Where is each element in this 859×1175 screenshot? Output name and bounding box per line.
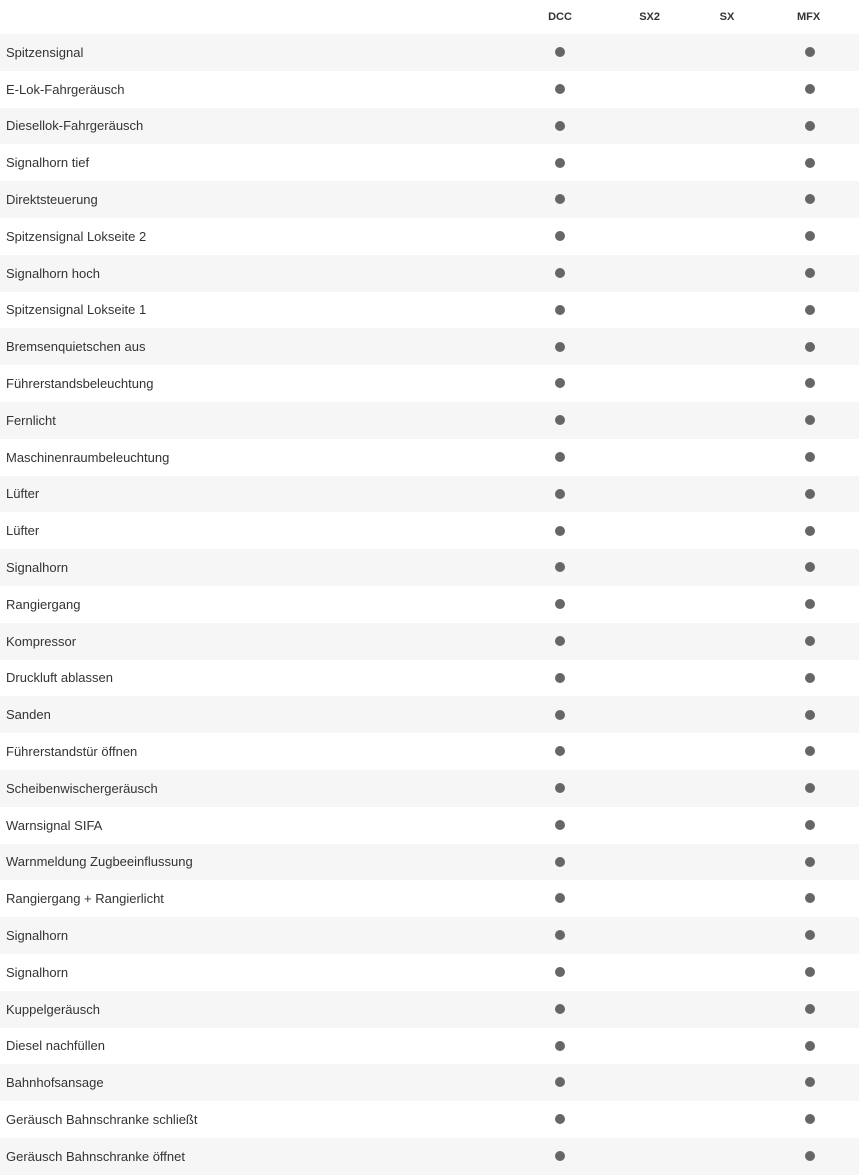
support-cell-mfx [794,586,859,623]
table-row [0,365,859,402]
filled-circle-icon [555,1114,565,1124]
support-cell-sx [660,108,794,145]
support-cell-sx [660,991,794,1028]
support-cell-mfx [794,476,859,513]
function-name: Führerstandsbeleuchtung [0,365,482,402]
support-cell-sx2 [638,660,660,697]
filled-circle-icon [555,1041,565,1051]
support-cell-sx [660,954,794,991]
support-cell-sx [660,144,794,181]
support-cell-sx [660,476,794,513]
support-cell-sx [660,1028,794,1065]
support-cell-dcc [482,144,638,181]
filled-circle-icon [555,268,565,278]
table-row [0,660,859,697]
filled-circle-icon [555,857,565,867]
support-cell-dcc [482,292,638,329]
table-row [0,770,859,807]
support-cell-mfx [794,1028,859,1065]
filled-circle-icon [555,194,565,204]
function-name: Spitzensignal Lokseite 1 [0,292,482,329]
header-dcc: DCC [482,0,638,34]
function-name: Rangiergang + Rangierlicht [0,880,482,917]
support-cell-sx [660,1138,794,1175]
support-cell-sx [660,549,794,586]
filled-circle-icon [555,930,565,940]
filled-circle-icon [805,1077,815,1087]
support-cell-mfx [794,255,859,292]
support-cell-sx [660,34,794,71]
support-cell-sx [660,181,794,218]
support-cell-mfx [794,880,859,917]
table-row [0,71,859,108]
support-cell-sx2 [638,696,660,733]
function-name: Signalhorn [0,549,482,586]
support-cell-sx2 [638,328,660,365]
filled-circle-icon [805,378,815,388]
support-cell-sx [660,807,794,844]
filled-circle-icon [805,820,815,830]
table-row [0,880,859,917]
filled-circle-icon [555,378,565,388]
support-cell-mfx [794,733,859,770]
table-row [0,292,859,329]
support-cell-dcc [482,1101,638,1138]
support-cell-mfx [794,292,859,329]
support-cell-sx2 [638,549,660,586]
support-cell-mfx [794,512,859,549]
function-name: Kuppelgeräusch [0,991,482,1028]
support-cell-dcc [482,328,638,365]
table-row [0,476,859,513]
function-name: Signalhorn [0,917,482,954]
table-row [0,144,859,181]
filled-circle-icon [555,599,565,609]
support-cell-sx [660,512,794,549]
filled-circle-icon [555,1151,565,1161]
filled-circle-icon [555,820,565,830]
table-row [0,402,859,439]
support-cell-sx [660,880,794,917]
support-cell-sx2 [638,292,660,329]
support-cell-dcc [482,512,638,549]
filled-circle-icon [555,783,565,793]
function-name: Signalhorn [0,954,482,991]
filled-circle-icon [805,1041,815,1051]
support-cell-sx [660,328,794,365]
support-cell-dcc [482,954,638,991]
function-name: Maschinenraumbeleuchtung [0,439,482,476]
filled-circle-icon [805,673,815,683]
support-cell-mfx [794,1101,859,1138]
filled-circle-icon [805,526,815,536]
support-cell-dcc [482,181,638,218]
table-row [0,623,859,660]
table-row [0,844,859,881]
function-name: E-Lok-Fahrgeräusch [0,71,482,108]
support-cell-mfx [794,770,859,807]
function-name: Geräusch Bahnschranke schließt [0,1101,482,1138]
table-row [0,549,859,586]
table-row [0,696,859,733]
support-cell-sx2 [638,181,660,218]
support-cell-mfx [794,439,859,476]
support-cell-sx [660,292,794,329]
function-name: Scheibenwischergeräusch [0,770,482,807]
filled-circle-icon [805,452,815,462]
table-row [0,1064,859,1101]
table-row [0,954,859,991]
support-cell-mfx [794,144,859,181]
support-cell-sx [660,844,794,881]
support-cell-mfx [794,328,859,365]
support-cell-mfx [794,402,859,439]
support-cell-dcc [482,991,638,1028]
table-row [0,586,859,623]
header-sx2: SX2 [638,0,660,34]
table-row [0,733,859,770]
filled-circle-icon [555,121,565,131]
support-cell-sx [660,660,794,697]
support-cell-mfx [794,623,859,660]
support-cell-sx2 [638,954,660,991]
filled-circle-icon [805,636,815,646]
filled-circle-icon [555,636,565,646]
support-cell-dcc [482,1028,638,1065]
filled-circle-icon [555,305,565,315]
support-cell-dcc [482,255,638,292]
support-cell-sx2 [638,807,660,844]
table-row [0,807,859,844]
table-row [0,34,859,71]
filled-circle-icon [805,857,815,867]
function-name: Spitzensignal Lokseite 2 [0,218,482,255]
support-cell-mfx [794,991,859,1028]
header-mfx: MFX [794,0,859,34]
support-cell-sx [660,917,794,954]
filled-circle-icon [805,305,815,315]
table-row [0,991,859,1028]
filled-circle-icon [555,562,565,572]
support-cell-mfx [794,108,859,145]
filled-circle-icon [805,415,815,425]
support-cell-sx [660,623,794,660]
filled-circle-icon [805,893,815,903]
filled-circle-icon [805,1004,815,1014]
support-cell-sx2 [638,1064,660,1101]
filled-circle-icon [805,710,815,720]
support-cell-sx2 [638,108,660,145]
support-cell-mfx [794,807,859,844]
filled-circle-icon [805,599,815,609]
filled-circle-icon [555,526,565,536]
support-cell-dcc [482,476,638,513]
table-row [0,1028,859,1065]
filled-circle-icon [555,1004,565,1014]
support-cell-dcc [482,623,638,660]
filled-circle-icon [805,562,815,572]
filled-circle-icon [805,1114,815,1124]
support-cell-mfx [794,1138,859,1175]
support-cell-sx2 [638,844,660,881]
filled-circle-icon [555,342,565,352]
function-name: Druckluft ablassen [0,660,482,697]
table-row [0,1138,859,1175]
table-row [0,218,859,255]
support-cell-mfx [794,1064,859,1101]
support-cell-mfx [794,71,859,108]
filled-circle-icon [555,84,565,94]
function-name: Warnsignal SIFA [0,807,482,844]
table-row [0,108,859,145]
support-cell-dcc [482,770,638,807]
support-cell-sx2 [638,1028,660,1065]
support-cell-dcc [482,696,638,733]
filled-circle-icon [555,893,565,903]
filled-circle-icon [805,84,815,94]
function-name: Spitzensignal [0,34,482,71]
filled-circle-icon [805,489,815,499]
support-cell-sx [660,71,794,108]
support-cell-sx [660,218,794,255]
support-cell-sx2 [638,34,660,71]
support-cell-dcc [482,917,638,954]
support-cell-dcc [482,660,638,697]
function-name: Geräusch Bahnschranke öffnet [0,1138,482,1175]
filled-circle-icon [805,231,815,241]
function-name: Warnmeldung Zugbeeinflussung [0,844,482,881]
support-cell-mfx [794,549,859,586]
function-name: Bremsenquietschen aus [0,328,482,365]
filled-circle-icon [805,268,815,278]
filled-circle-icon [555,47,565,57]
support-cell-mfx [794,34,859,71]
support-cell-sx2 [638,917,660,954]
support-cell-dcc [482,807,638,844]
table-row [0,328,859,365]
support-cell-dcc [482,880,638,917]
filled-circle-icon [555,1077,565,1087]
support-cell-sx2 [638,255,660,292]
function-name: Kompressor [0,623,482,660]
filled-circle-icon [555,452,565,462]
filled-circle-icon [805,1151,815,1161]
filled-circle-icon [805,158,815,168]
filled-circle-icon [555,710,565,720]
support-cell-sx [660,365,794,402]
support-cell-sx2 [638,623,660,660]
support-cell-mfx [794,660,859,697]
support-cell-dcc [482,365,638,402]
support-cell-sx [660,255,794,292]
support-cell-dcc [482,1138,638,1175]
function-name: Lüfter [0,476,482,513]
support-cell-dcc [482,586,638,623]
support-cell-sx2 [638,880,660,917]
support-cell-dcc [482,218,638,255]
header-sx: SX [660,0,794,34]
support-cell-dcc [482,402,638,439]
function-name: Fernlicht [0,402,482,439]
support-cell-mfx [794,218,859,255]
support-cell-dcc [482,844,638,881]
support-cell-sx2 [638,770,660,807]
support-cell-sx2 [638,1138,660,1175]
filled-circle-icon [805,342,815,352]
table-header-row [0,0,859,34]
support-cell-mfx [794,917,859,954]
filled-circle-icon [555,673,565,683]
support-cell-sx2 [638,1101,660,1138]
table-row [0,439,859,476]
filled-circle-icon [555,967,565,977]
support-cell-dcc [482,439,638,476]
filled-circle-icon [555,231,565,241]
support-cell-mfx [794,696,859,733]
support-cell-sx2 [638,365,660,402]
support-cell-sx2 [638,512,660,549]
support-cell-dcc [482,71,638,108]
function-name: Lüfter [0,512,482,549]
support-cell-mfx [794,365,859,402]
support-cell-dcc [482,108,638,145]
support-cell-sx [660,1101,794,1138]
table-row [0,255,859,292]
filled-circle-icon [805,194,815,204]
function-name: Sanden [0,696,482,733]
support-cell-sx [660,696,794,733]
function-name: Führerstandstür öffnen [0,733,482,770]
support-cell-mfx [794,181,859,218]
function-name: Direktsteuerung [0,181,482,218]
support-cell-sx2 [638,439,660,476]
support-cell-sx [660,439,794,476]
support-cell-sx [660,402,794,439]
support-cell-sx [660,1064,794,1101]
support-cell-sx2 [638,991,660,1028]
support-cell-sx [660,733,794,770]
filled-circle-icon [555,489,565,499]
filled-circle-icon [805,783,815,793]
filled-circle-icon [555,158,565,168]
table-row [0,917,859,954]
function-name: Bahnhofsansage [0,1064,482,1101]
function-name: Diesellok-Fahrgeräusch [0,108,482,145]
support-cell-sx2 [638,586,660,623]
support-cell-dcc [482,549,638,586]
support-cell-dcc [482,733,638,770]
support-cell-dcc [482,34,638,71]
support-cell-sx2 [638,144,660,181]
filled-circle-icon [555,746,565,756]
filled-circle-icon [805,121,815,131]
filled-circle-icon [805,47,815,57]
support-cell-mfx [794,954,859,991]
support-cell-sx2 [638,71,660,108]
support-cell-dcc [482,1064,638,1101]
function-name: Diesel nachfüllen [0,1028,482,1065]
support-cell-sx2 [638,218,660,255]
function-name: Signalhorn tief [0,144,482,181]
table-row [0,1101,859,1138]
filled-circle-icon [805,930,815,940]
support-cell-sx2 [638,476,660,513]
header-function [0,0,482,34]
support-cell-sx2 [638,402,660,439]
table-row [0,181,859,218]
table-row [0,512,859,549]
function-name: Signalhorn hoch [0,255,482,292]
support-cell-mfx [794,844,859,881]
support-cell-sx2 [638,733,660,770]
support-cell-sx [660,586,794,623]
filled-circle-icon [555,415,565,425]
filled-circle-icon [805,746,815,756]
function-name: Rangiergang [0,586,482,623]
filled-circle-icon [805,967,815,977]
support-cell-sx [660,770,794,807]
